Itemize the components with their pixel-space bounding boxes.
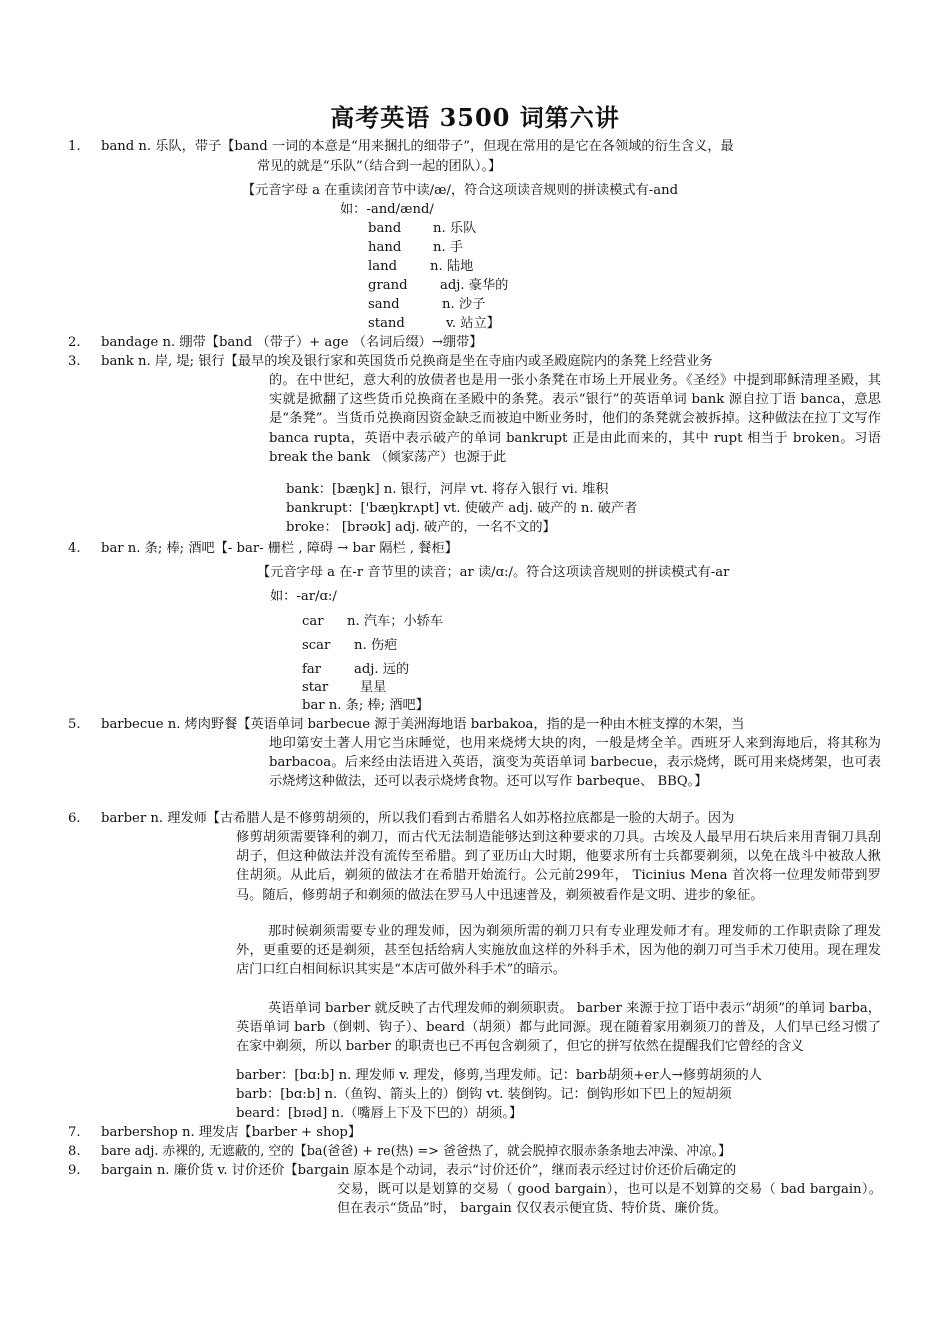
entry-7-text: barbershop n. 理发店【barber + shop】 <box>101 1125 362 1140</box>
word-item: grand adj. 豪华的 <box>368 278 509 293</box>
entry-3-body: 的。在中世纪，意大利的放债者也是用一张小条凳在市场上开展业务。《圣经》中提到耶稣清理圣殿，其实就是掀翻了这些货币兑换商在圣殿中的条凳。表示“银行”的英语单词 bank 源自拉丁语 banca，意思是“条凳”。当货币兑换商因资金缺乏而被迫中断业务时，他们的条凳就会被拆掉。这种做法在拉丁文写作 banca rupta，英语中表示破产的单词 bankrupt 正是由此而来的，其中 rupt 相当于 broken。习语 break the bank （倾家荡产）也源于此 <box>269 373 881 465</box>
word-item: car n. 汽车；小轿车 <box>302 614 444 629</box>
entry-6-head: barber n. 理发师【古希腊人是不修剪胡须的，所以我们看到古希腊名人如苏格拉底都是一脸的大胡子。因为 <box>101 811 735 826</box>
word-item: stand v. 站立】 <box>368 316 500 331</box>
entry-1-line-2: 常见的就是“乐队”（结合到一起的团队）。】 <box>257 159 502 174</box>
entry-number: 6. <box>68 811 81 826</box>
entry-5-body: 地印第安土著人用它当床睡觉，也用来烧烤大块的肉，一般是烤全羊。西班牙人来到海地后，将其称为 barbacoa。后来经由法语进入英语，演变为英语单词 barbecue，表示烧烤，既可用来烧烤架，也可表示烧烤这种做法，还可以表示烧烤食物。还可以写作 barbeque、 BBQ。】 <box>269 736 881 790</box>
word-item: scar n. 伤疤 <box>302 638 398 653</box>
entry-6-word-1: barber：[bɑ:b] n. 理发师 v. 理发，修剪,当理发师。记：barb胡须+er人→修剪胡须的人 <box>236 1068 762 1083</box>
word-item: band n. 乐队 <box>368 221 477 236</box>
entry-number: 5. <box>68 717 81 732</box>
entry-number: 1. <box>68 139 81 154</box>
entry-9-body: 交易，既可以是划算的交易（ good bargain），也可以是不划算的交易（ bad bargain）。但在表示“货品”时， bargain 仅仅表示便宜货、特价货、廉价货。 <box>337 1182 882 1217</box>
entry-3-head: bank n. 岸, 堤; 银行【最早的埃及银行家和英国货币兑换商是坐在寺庙内或圣殿庭院内的条凳上经营业务 <box>101 354 713 369</box>
entry-6-para-2: 那时候剃须需要专业的理发师，因为剃须所需的剃刀只有专业理发师才有。理发师的工作职责除了理发外，更重要的还是剃须，甚至包括给病人实施放血这样的外科手术，因为他的剃刀可当手术刀使用。现在理发店门口红白相间标识其实是“本店可做外科手术”的暗示。 <box>236 924 881 978</box>
entry-4-example: 如：-ar/ɑ:/ <box>270 589 337 604</box>
entry-number: 2. <box>68 335 81 350</box>
entry-1-example: 如：-and/ænd/ <box>340 202 434 217</box>
entry-3-word-2: bankrupt：['bæŋkrʌpt] vt. 使破产 adj. 破产的 n. 破产者 <box>286 501 638 516</box>
entry-6-para-3: 英语单词 barber 就反映了古代理发师的剃须职责。 barber 来源于拉丁语中表示“胡须”的单词 barba，英语单词 barb（倒刺、钩子）、beard（胡须）都与此同源。现在随着家用剃须刀的普及，人们早已经习惯了在家中剃须，所以 barber 的职责也已不再包含剃须了，但它的拼写依然在提醒我们它曾经的含义 <box>236 1001 881 1055</box>
entry-4-last: bar n. 条; 棒; 酒吧】 <box>302 698 429 713</box>
entry-number: 9. <box>68 1163 81 1178</box>
entry-4-rule: 【元音字母 a 在-r 音节里的读音；ar 读/ɑ:/。符合这项读音规则的拼读模式有-ar <box>257 565 730 580</box>
entry-1-rule: 【元音字母 a 在重读闭音节中读/æ/，符合这项读音规则的拼读模式有-and <box>242 183 679 198</box>
entry-3-word-3: broke： [brəʊk] adj. 破产的，一名不文的】 <box>286 520 556 535</box>
entry-1-line-1: band n. 乐队，带子【band 一词的本意是“用来捆扎的细带子”，但现在常用的是它在各领域的衍生含义，最 <box>101 139 734 154</box>
entry-8-text: bare adj. 赤裸的, 无遮蔽的, 空的【ba(爸爸) + re(热) => 爸爸热了，就会脱掉衣服赤条条地去冲澡、冲凉。】 <box>101 1144 731 1159</box>
entry-9-head: bargain n. 廉价货 v. 讨价还价【bargain 原本是个动词，表示“讨价还价”，继而表示经过讨价还价后确定的 <box>101 1163 737 1178</box>
entry-5-head: barbecue n. 烤肉野餐【英语单词 barbecue 源于美洲海地语 barbakoa，指的是一种由木桩支撑的木架，当 <box>101 717 745 732</box>
entry-3-word-1: bank：[bæŋk] n. 银行，河岸 vt. 将存入银行 vi. 堆积 <box>286 482 609 497</box>
entry-6-word-2: barb：[bɑ:b] n.（鱼钩、箭头上的）倒钩 vt. 装倒钩。记：倒钩形如下巴上的短胡须 <box>236 1087 732 1102</box>
word-item: sand n. 沙子 <box>368 297 486 312</box>
page-title: 高考英语 3500 词第六讲 <box>330 103 620 132</box>
entry-number: 7. <box>68 1125 81 1140</box>
word-item: hand n. 手 <box>368 240 464 255</box>
entry-2-text: bandage n. 绷带【band （带子）+ age （名词后缀）→绷带】 <box>101 335 483 350</box>
word-item: far adj. 远的 <box>302 662 410 677</box>
entry-number: 4. <box>68 541 81 556</box>
entry-number: 8. <box>68 1144 81 1159</box>
entry-6-para-1: 修剪胡须需要锋利的剃刀，而古代无法制造能够达到这种要求的刀具。古埃及人最早用石块后来用青铜刀具刮胡子，但这种做法并没有流传至希腊。到了亚历山大时期，他要求所有士兵都要剃须，以免在战斗中被敌人揪住胡须。从此后，剃须的做法才在希腊开始流行。公元前299年， Ticinius Mena 首次将一位理发师带到罗马。随后，修剪胡子和剃须的做法在罗马人中迅速普及，剃须被看作是文明、进步的象征。 <box>236 830 881 903</box>
entry-number: 3. <box>68 354 81 369</box>
entry-6-word-3: beard：[bɪəd] n.（嘴唇上下及下巴的）胡须。】 <box>236 1106 523 1121</box>
word-item: land n. 陆地 <box>368 259 474 274</box>
word-item: star 星星 <box>302 680 387 695</box>
entry-4-head: bar n. 条; 棒; 酒吧【- bar- 栅栏 , 障碍 → bar 隔栏 , 餐柜】 <box>101 541 458 556</box>
